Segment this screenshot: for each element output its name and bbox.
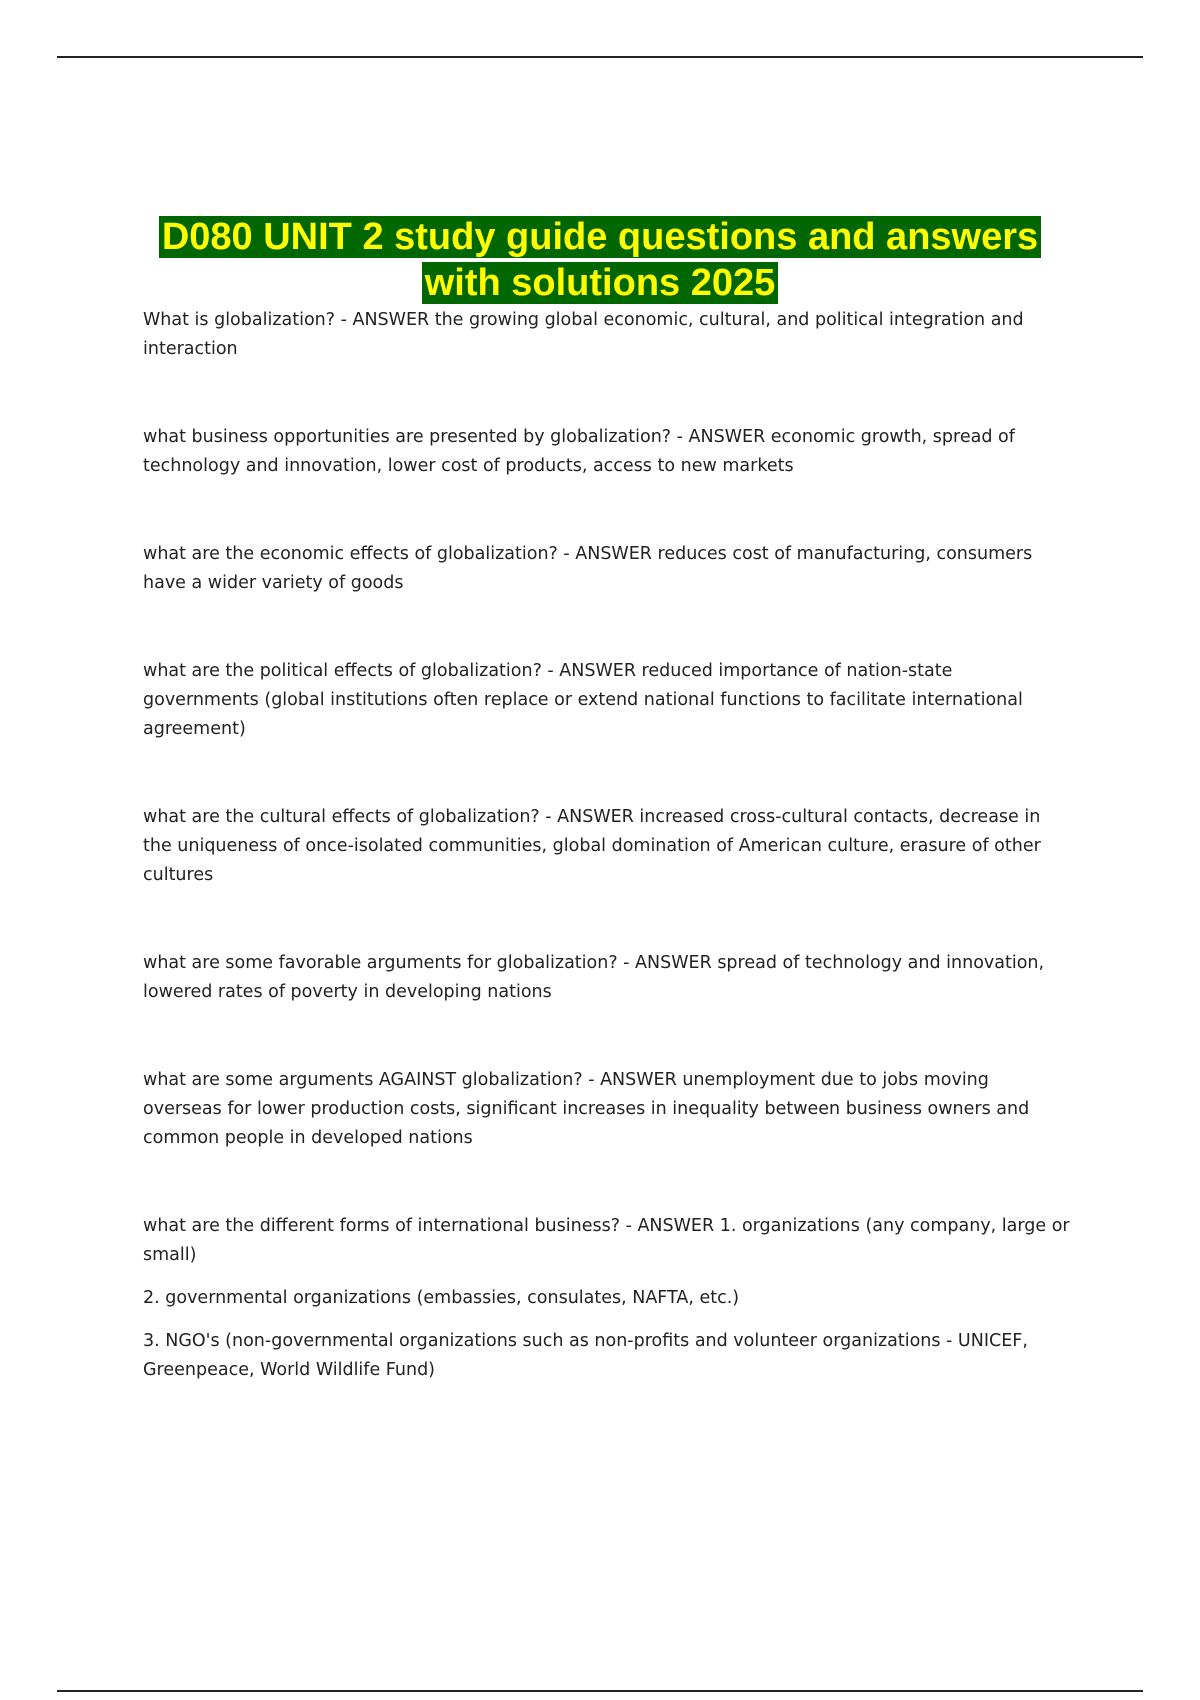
qa-item-forms-of-business: what are the different forms of international business? - ANSWER 1. organizations (any company, large or small) — [143, 1216, 1070, 1265]
title-line-2: with solutions 2025 — [422, 262, 779, 304]
top-rule — [57, 56, 1143, 58]
qa-item-cultural-effects: what are the cultural effects of globalization? - ANSWER increased cross-cultural contacts, decrease in the uniqueness of once-isolated communities, global domination of American culture, erasure of other cultures — [143, 807, 1041, 885]
qa-item-political-effects: what are the political effects of globalization? - ANSWER reduced importance of nation-state governments (global institutions often replace or extend national functions to facilitate international agreement) — [143, 661, 1023, 739]
document-title — [0, 214, 1200, 306]
title-line-1: D080 UNIT 2 study guide questions and answers — [159, 216, 1041, 258]
qa-item-globalization: What is globalization? - ANSWER the growing global economic, cultural, and political integration and interaction — [143, 310, 1024, 359]
qa-item-favorable-arguments: what are some favorable arguments for globalization? - ANSWER spread of technology and innovation, lowered rates of poverty in developing nations — [143, 953, 1045, 1002]
qa-list — [143, 306, 1073, 1385]
qa-item-governmental-organizations: 2. governmental organizations (embassies, consulates, NAFTA, etc.) — [143, 1288, 740, 1308]
qa-item-business-opportunities: what business opportunities are presented by globalization? - ANSWER economic growth, spread of technology and innovation, lower cost of products, access to new markets — [143, 427, 1015, 476]
qa-item-ngos: 3. NGO's (non-governmental organizations such as non-profits and volunteer organizations - UNICEF, Greenpeace, World Wildlife Fund) — [143, 1331, 1028, 1380]
qa-item-economic-effects: what are the economic effects of globalization? - ANSWER reduces cost of manufacturing, consumers have a wider variety of goods — [143, 544, 1033, 593]
bottom-rule — [57, 1690, 1143, 1692]
qa-item-arguments-against: what are some arguments AGAINST globalization? - ANSWER unemployment due to jobs moving overseas for lower production costs, significant increases in inequality between business owners and common people in developed nations — [143, 1070, 1030, 1148]
